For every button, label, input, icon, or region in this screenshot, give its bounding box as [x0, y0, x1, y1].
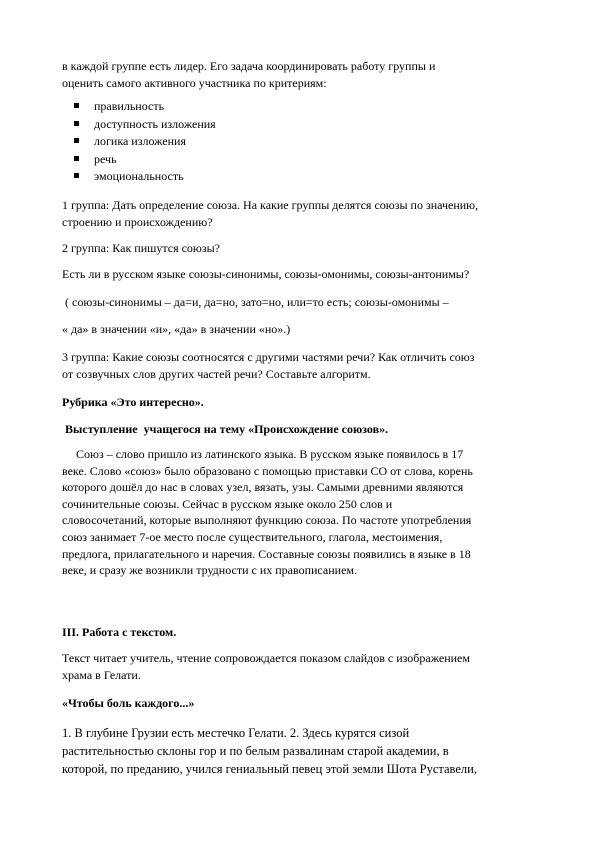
criteria-list: [62, 98, 216, 186]
synonyms-answer-line-2: « да» в значении «и», «да» в значении «но».): [62, 322, 291, 336]
synonyms-question: Есть ли в русском языке союзы-синонимы, союзы-омонимы, союзы-антонимы?: [62, 267, 470, 281]
bullet-square-icon: [74, 121, 79, 126]
bullet-square-icon: [74, 173, 79, 178]
group2-question: 2 группа: Как пишутся союзы?: [62, 241, 221, 255]
section3-title: III. Работа с текстом.: [62, 625, 177, 639]
criteria-item: доступность изложения: [62, 116, 216, 134]
synonyms-answer-line-1: ( союзы-синонимы – да=и, да=но, зато=но, или=то есть; союзы-омонимы –: [62, 295, 449, 309]
paragraph-line: Союз – слово пришло из латинского языка. В русском языке появилось в 17: [76, 447, 464, 461]
bullet-square-icon: [74, 103, 79, 108]
speech-title: Выступление учащегося на тему «Происхождение союзов».: [62, 422, 389, 436]
story-paragraph: [62, 724, 540, 778]
teacher-text-line-1: Текст читает учитель, чтение сопровождается показом слайдов с изображением: [62, 651, 470, 665]
criteria-item: речь: [62, 151, 216, 169]
group3-line-1: 3 группа: Какие союзы соотносятся с другими частями речи? Как отличить союз: [62, 350, 475, 364]
paragraph-line: союз занимает 7-ое место после существительного, глагола, местоимения,: [62, 529, 443, 544]
bullet-square-icon: [74, 156, 79, 161]
paragraph-line: веке, и сразу же возникли трудности с их правописанием.: [62, 563, 357, 578]
criteria-item: логика изложения: [62, 133, 216, 151]
origin-paragraph: [62, 446, 540, 579]
teacher-text-line-2: храма в Гелати.: [62, 668, 141, 682]
paragraph-line: растительностью склоны гор и по белым развалинам старой академии, в: [62, 744, 449, 758]
paragraph-line: которой, по преданию, учился гениальный певец этой земли Шота Руставели,: [62, 762, 477, 776]
story-title: «Чтобы боль каждого...»: [62, 696, 195, 710]
group1-line-1: 1 группа: Дать определение союза. На какие группы делятся союзы по значению,: [62, 198, 479, 212]
paragraph-line: сочинительные союзы. Сейчас в русском языке около 250 слов и: [62, 496, 393, 511]
paragraph-line: словосочетаний, которые выполняют функцию союза. По частоте употребления: [62, 513, 472, 528]
rubric-title: Рубрика «Это интересно».: [62, 395, 204, 409]
intro-line-2: оценить самого активного участника по критериям:: [62, 76, 327, 90]
paragraph-line: предлога, прилагательного и наречия. Составные союзы появились в языке в 18: [62, 546, 471, 561]
criteria-item: правильность: [62, 98, 216, 116]
criteria-item: эмоциональность: [62, 168, 216, 186]
paragraph-line: которого дошёл до нас в словах узел, вязать, узы. Самыми древними являются: [62, 480, 464, 495]
bullet-square-icon: [74, 138, 79, 143]
intro-line-1: в каждой группе есть лидер. Его задача координировать работу группы и: [62, 59, 436, 73]
paragraph-line: веке. Слово «союз» было образовано с помощью приставки СО от слова, корень: [62, 463, 473, 478]
paragraph-line: 1. В глубине Грузии есть местечко Гелати. 2. Здесь курятся сизой: [62, 726, 410, 740]
group3-line-2: от созвучных слов других частей речи? Составьте алгоритм.: [62, 367, 371, 381]
group1-line-2: строению и происхождению?: [62, 215, 213, 229]
